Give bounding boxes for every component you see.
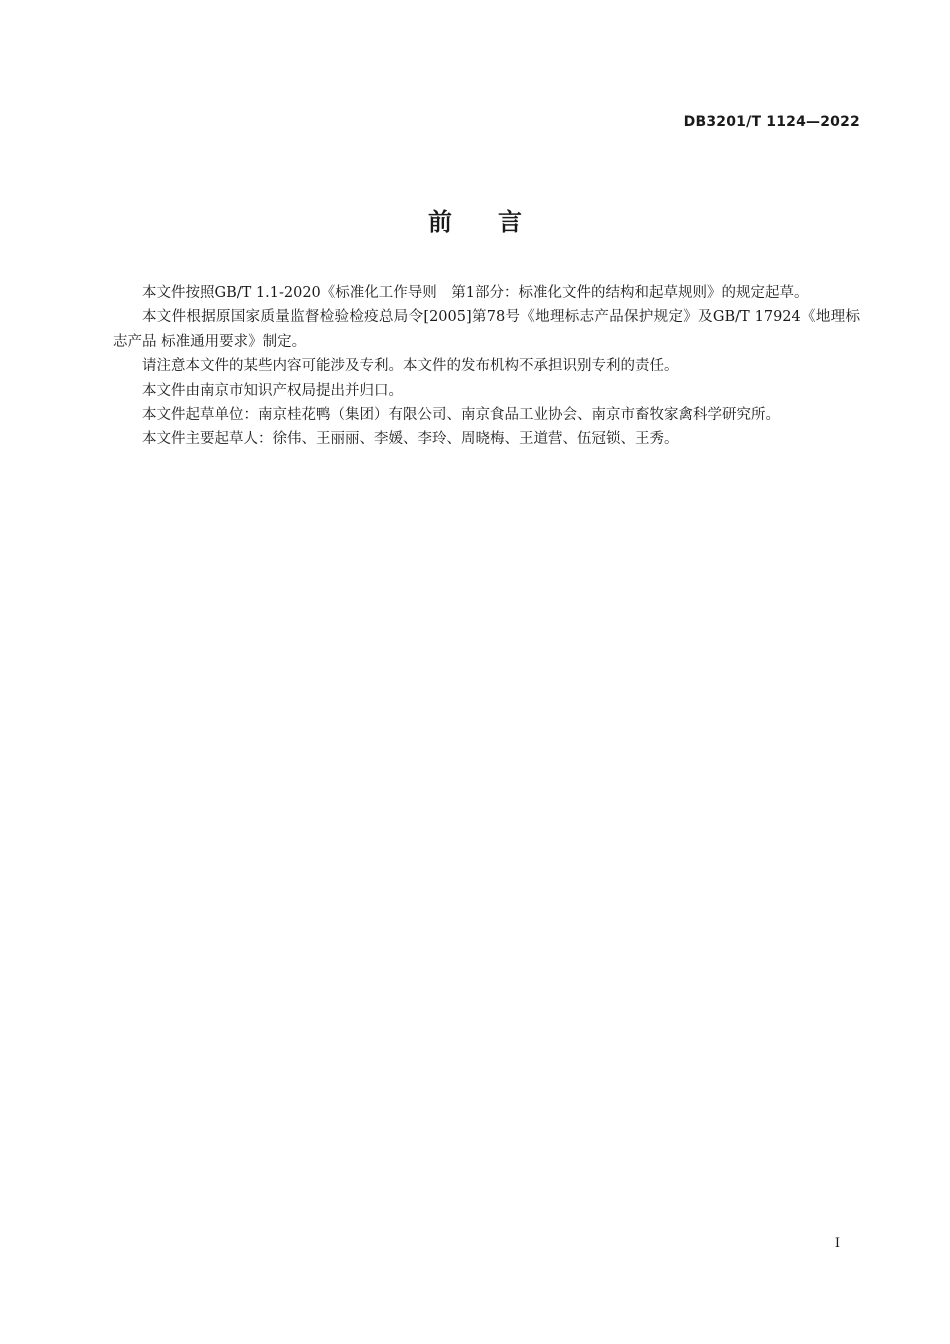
paragraph-drafting-units: 本文件起草单位：南京桂花鸭（集团）有限公司、南京食品工业协会、南京市畜牧家禽科学研究所。: [142, 407, 780, 424]
paragraph-proposer: 本文件由南京市知识产权局提出并归口。: [142, 382, 403, 399]
page-number: I: [834, 1236, 840, 1251]
paragraph-patent-notice: 请注意本文件的某些内容可能涉及专利。本文件的发布机构不承担识别专利的责任。: [142, 358, 679, 375]
standard-code: DB3201/T 1124—2022: [683, 114, 860, 130]
paragraph-basis: 本文件根据原国家质量监督检验检疫总局令[2005]第78号《地理标志产品保护规定》及GB/T 17924《地理标志产品 标准通用要求》制定。: [113, 309, 860, 350]
paragraph-drafters: 本文件主要起草人：徐伟、王丽丽、李媛、李玲、周晓梅、王道营、伍冠锁、王秀。: [142, 431, 679, 448]
page-title: 前言: [428, 208, 568, 236]
paragraph-drafting-rules: 本文件按照GB/T 1.1-2020《标准化工作导则 第1部分：标准化文件的结构和起草规则》的规定起草。: [142, 285, 809, 301]
foreword-body: [113, 281, 860, 452]
